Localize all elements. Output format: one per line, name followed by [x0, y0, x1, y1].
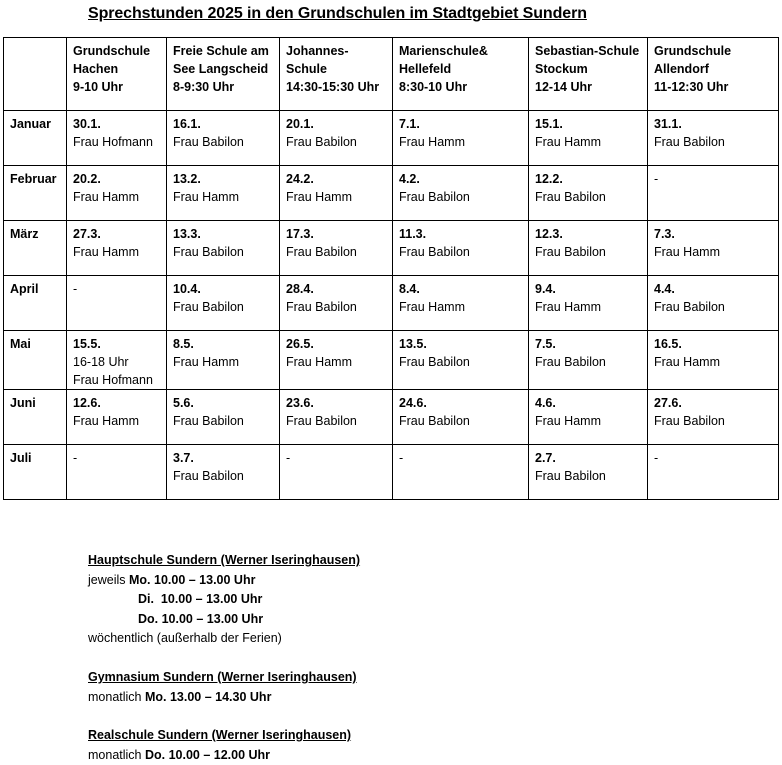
- appointment-date: 26.5.: [286, 337, 314, 351]
- appointment-date: 7.1.: [399, 117, 420, 131]
- realschule-prefix: monatlich: [88, 747, 142, 762]
- gymnasium-heading: Gymnasium Sundern (Werner Iseringhausen): [88, 670, 357, 684]
- appointment-cell: [529, 111, 648, 166]
- appointment-cell: [393, 390, 529, 445]
- appointment-date: 13.2.: [173, 172, 201, 186]
- appointment-cell: [167, 445, 280, 500]
- gymnasium-prefix: monatlich: [88, 689, 142, 704]
- appointment-date: 12.6.: [73, 396, 101, 410]
- appointment-line: Frau Babilon: [286, 135, 357, 149]
- appointment-line: Frau Babilon: [399, 190, 470, 204]
- appointment-date: 7.3.: [654, 227, 675, 241]
- appointment-date: 8.4.: [399, 282, 420, 296]
- school-header-line: Freie Schule am: [173, 44, 269, 58]
- appointment-cell: [280, 390, 393, 445]
- appointment-line: Frau Babilon: [535, 355, 606, 369]
- appointment-cell: [280, 445, 393, 500]
- school-header-line: 14:30-15:30 Uhr: [286, 80, 380, 94]
- realschule-slot: [88, 746, 351, 765]
- appointment-date: 9.4.: [535, 282, 556, 296]
- appointment-date: 3.7.: [173, 451, 194, 465]
- month-name-cell: April: [4, 276, 67, 331]
- appointment-cell: [393, 276, 529, 331]
- appointment-line: Frau Babilon: [654, 300, 725, 314]
- month-row: [4, 111, 779, 166]
- appointment-cell: [648, 111, 779, 166]
- appointment-date: 20.1.: [286, 117, 314, 131]
- month-name-cell: Mai: [4, 331, 67, 390]
- school-header-line: Allendorf: [654, 62, 709, 76]
- appointment-line: Frau Babilon: [286, 300, 357, 314]
- realschule-heading: Realschule Sundern (Werner Iseringhausen): [88, 728, 352, 742]
- appointment-cell: [529, 221, 648, 276]
- appointment-cell: [393, 166, 529, 221]
- appointment-line: -: [286, 451, 291, 465]
- appointment-line: Frau Hofmann: [73, 135, 153, 149]
- appointment-date: 16.5.: [654, 337, 682, 351]
- appointment-cell: [167, 276, 280, 331]
- appointment-cell: [67, 445, 167, 500]
- hauptschule-slot-do: Do. 10.00 – 13.00 Uhr: [138, 611, 264, 626]
- month-row: [4, 331, 779, 390]
- appointment-date: 16.1.: [173, 117, 201, 131]
- appointment-cell: [67, 166, 167, 221]
- school-header-cell: [393, 38, 529, 111]
- hauptschule-prefix: jeweils: [88, 572, 126, 587]
- school-header-line: Schule: [286, 62, 327, 76]
- appointment-cell: [648, 331, 779, 390]
- appointment-cell: [648, 445, 779, 500]
- appointment-line: -: [654, 451, 659, 465]
- appointment-date: 23.6.: [286, 396, 314, 410]
- appointment-cell: [280, 276, 393, 331]
- appointment-line: -: [73, 451, 78, 465]
- month-name-cell: Juni: [4, 390, 67, 445]
- appointment-line: Frau Babilon: [173, 245, 244, 259]
- appointment-line: Frau Hamm: [173, 190, 239, 204]
- school-header-line: 8:30-10 Uhr: [399, 80, 468, 94]
- appointment-line: Frau Babilon: [399, 414, 470, 428]
- appointment-date: 4.4.: [654, 282, 675, 296]
- appointment-date: 12.3.: [535, 227, 563, 241]
- appointment-cell: [529, 276, 648, 331]
- appointment-line: Frau Babilon: [173, 414, 244, 428]
- realschule-slot-text: Do. 10.00 – 12.00 Uhr: [144, 747, 271, 762]
- appointment-date: 13.3.: [173, 227, 201, 241]
- appointment-line: Frau Hamm: [173, 355, 239, 369]
- appointment-cell: [393, 331, 529, 390]
- appointment-line: Frau Hamm: [73, 414, 139, 428]
- appointment-line: Frau Hamm: [286, 355, 352, 369]
- school-header-line: Sebastian-Schule: [535, 44, 640, 58]
- month-name-cell: Januar: [4, 111, 67, 166]
- appointment-line: Frau Hamm: [73, 245, 139, 259]
- school-header-line: Hachen: [73, 62, 119, 76]
- appointment-cell: [648, 221, 779, 276]
- appointment-cell: [167, 166, 280, 221]
- hauptschule-slot-mo: [88, 571, 360, 591]
- school-header-line: See Langscheid: [173, 62, 269, 76]
- appointment-line: Frau Hamm: [535, 414, 601, 428]
- hauptschule-note: wöchentlich (außerhalb der Ferien): [88, 631, 282, 645]
- appointment-line: Frau Babilon: [286, 245, 357, 259]
- school-header-line: Johannes-: [286, 44, 349, 58]
- appointment-cell: [648, 276, 779, 331]
- appointment-date: 27.6.: [654, 396, 682, 410]
- appointment-cell: [393, 221, 529, 276]
- appointment-cell: [167, 221, 280, 276]
- gymnasium-section: [88, 668, 357, 707]
- appointment-date: 31.1.: [654, 117, 682, 131]
- header-row: [4, 38, 779, 111]
- school-header-line: Grundschule: [73, 44, 151, 58]
- appointment-cell: [280, 331, 393, 390]
- appointment-date: 12.2.: [535, 172, 563, 186]
- appointment-cell: [280, 221, 393, 276]
- appointment-cell: [393, 111, 529, 166]
- appointment-date: 27.3.: [73, 227, 101, 241]
- appointment-date: 5.6.: [173, 396, 194, 410]
- appointment-cell: [67, 276, 167, 331]
- appointment-line: Frau Babilon: [173, 300, 244, 314]
- schedule-table: [3, 37, 779, 500]
- hauptschule-slot-text: Mo. 10.00 – 13.00 Uhr: [129, 572, 256, 587]
- school-header-line: 11-12:30 Uhr: [654, 80, 729, 94]
- appointment-cell: [167, 390, 280, 445]
- school-header-cell: [529, 38, 648, 111]
- month-row: [4, 166, 779, 221]
- school-header-line: 12-14 Uhr: [535, 80, 592, 94]
- appointment-line: Frau Hamm: [535, 300, 601, 314]
- page-title: Sprechstunden 2025 in den Grundschulen im Stadtgebiet Sundern: [88, 5, 587, 22]
- month-row: [4, 445, 779, 500]
- appointment-date: 4.2.: [399, 172, 420, 186]
- school-header-line: 8-9:30 Uhr: [173, 80, 235, 94]
- appointment-line: -: [654, 172, 659, 186]
- school-header-cell: [167, 38, 280, 111]
- appointment-date: 15.1.: [535, 117, 563, 131]
- appointment-line: Frau Babilon: [654, 135, 725, 149]
- appointment-cell: [529, 445, 648, 500]
- appointment-cell: [393, 445, 529, 500]
- appointment-date: 10.4.: [173, 282, 201, 296]
- appointment-line: Frau Babilon: [654, 414, 725, 428]
- school-header-cell: [648, 38, 779, 111]
- gymnasium-slot: [88, 688, 357, 708]
- appointment-cell: [167, 111, 280, 166]
- hauptschule-section: [88, 551, 360, 649]
- appointment-line: -: [73, 282, 78, 296]
- appointment-date: 17.3.: [286, 227, 314, 241]
- appointment-cell: [67, 221, 167, 276]
- school-header-line: 9-10 Uhr: [73, 80, 124, 94]
- appointment-date: 30.1.: [73, 117, 101, 131]
- appointment-cell: [280, 111, 393, 166]
- school-header-line: Hellefeld: [399, 62, 452, 76]
- appointment-cell: [167, 331, 280, 390]
- hauptschule-heading: Hauptschule Sundern (Werner Iseringhausen): [88, 553, 361, 567]
- appointment-line: Frau Babilon: [535, 245, 606, 259]
- header-corner-cell: [4, 38, 67, 111]
- school-header-line: Marienschule&: [399, 44, 488, 58]
- appointment-cell: [67, 390, 167, 445]
- school-header-cell: [280, 38, 393, 111]
- month-name-cell: Juli: [4, 445, 67, 500]
- hauptschule-slot-di: Di. 10.00 – 13.00 Uhr: [138, 592, 263, 606]
- appointment-line: Frau Babilon: [286, 414, 357, 428]
- appointment-line: -: [399, 451, 404, 465]
- appointment-date: 28.4.: [286, 282, 314, 296]
- month-row: [4, 390, 779, 445]
- appointment-cell: [648, 166, 779, 221]
- appointment-date: 24.6.: [399, 396, 427, 410]
- appointment-line: Frau Hamm: [73, 190, 139, 204]
- month-row: [4, 221, 779, 276]
- appointment-date: 15.5.: [73, 337, 101, 351]
- appointment-line: Frau Hamm: [654, 245, 720, 259]
- appointment-cell: [529, 390, 648, 445]
- appointment-date: 11.3.: [399, 227, 427, 241]
- month-row: [4, 276, 779, 331]
- school-header-cell: [67, 38, 167, 111]
- appointment-line: Frau Babilon: [173, 469, 244, 483]
- school-header-line: Stockum: [535, 62, 588, 76]
- appointment-cell: [529, 166, 648, 221]
- month-name-cell: März: [4, 221, 67, 276]
- appointment-date: 24.2.: [286, 172, 314, 186]
- appointment-line: Frau Babilon: [535, 469, 606, 483]
- gymnasium-slot-text: Mo. 13.00 – 14.30 Uhr: [144, 689, 272, 704]
- appointment-date: 4.6.: [535, 396, 556, 410]
- school-header-line: Grundschule: [654, 44, 732, 58]
- appointment-cell: [67, 331, 167, 390]
- month-name-cell: Februar: [4, 166, 67, 221]
- appointment-cell: [280, 166, 393, 221]
- appointment-date: 7.5.: [535, 337, 556, 351]
- appointment-line: Frau Hamm: [286, 190, 352, 204]
- appointment-date: 8.5.: [173, 337, 194, 351]
- appointment-date: 13.5.: [399, 337, 427, 351]
- appointment-line: Frau Babilon: [173, 135, 244, 149]
- realschule-section: [88, 726, 351, 765]
- appointment-line: Frau Hamm: [399, 300, 465, 314]
- appointment-cell: [67, 111, 167, 166]
- appointment-cell: [648, 390, 779, 445]
- appointment-line: Frau Hamm: [654, 355, 720, 369]
- appointment-date: 20.2.: [73, 172, 101, 186]
- appointment-date: 2.7.: [535, 451, 556, 465]
- appointment-cell: [529, 331, 648, 390]
- appointment-line: Frau Hofmann: [73, 373, 153, 387]
- appointment-line: Frau Babilon: [535, 190, 606, 204]
- appointment-line: 16-18 Uhr: [73, 355, 129, 369]
- appointment-line: Frau Babilon: [399, 355, 470, 369]
- appointment-line: Frau Hamm: [399, 135, 465, 149]
- appointment-line: Frau Hamm: [535, 135, 601, 149]
- appointment-line: Frau Babilon: [399, 245, 470, 259]
